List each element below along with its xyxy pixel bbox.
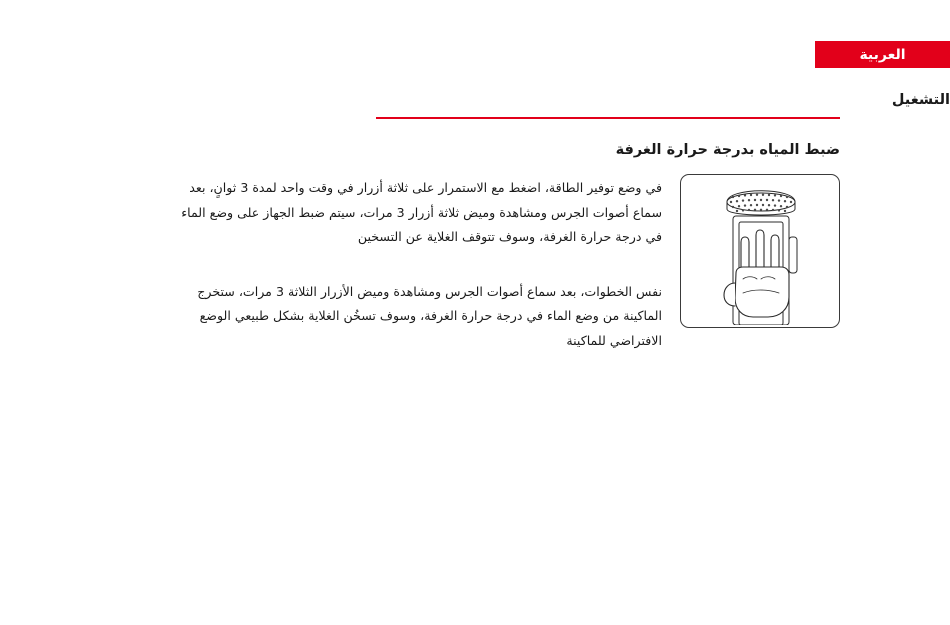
body-text — [175, 176, 662, 353]
section-title: التشغيل — [891, 92, 950, 108]
paragraph-2: نفس الخطوات، بعد سماع أصوات الجرس ومشاهدة وميض الأزرار الثلاثة 3 مرات، ستخرج الماكينة من وضع الماء في درجة حرارة الغرفة، وسوف تسخُن الغلاية بشكل طبيعي الوضع الافتراضي للماكينة — [197, 283, 662, 348]
hand-pressing-three-buttons-on-water-dispenser-icon — [680, 174, 840, 328]
paragraph-1: في وضع توفير الطاقة، اضغط مع الاستمرار على ثلاثة أزرار في وقت واحد لمدة 3 ثوانٍ، بعد سماع أصوات الجرس ومشاهدة وميض ثلاثة أزرار 3 مرات، سيتم ضبط الجهاز على وضع الماء في درجة حرارة الغرفة، وسوف تتوقف الغلاية عن التسخين — [181, 180, 662, 245]
sub-heading: ضبط المياه بدرجة حرارة الغرفة — [615, 142, 840, 158]
language-tab: العربية — [815, 41, 950, 68]
section-divider — [376, 117, 840, 119]
section-header — [384, 92, 950, 115]
